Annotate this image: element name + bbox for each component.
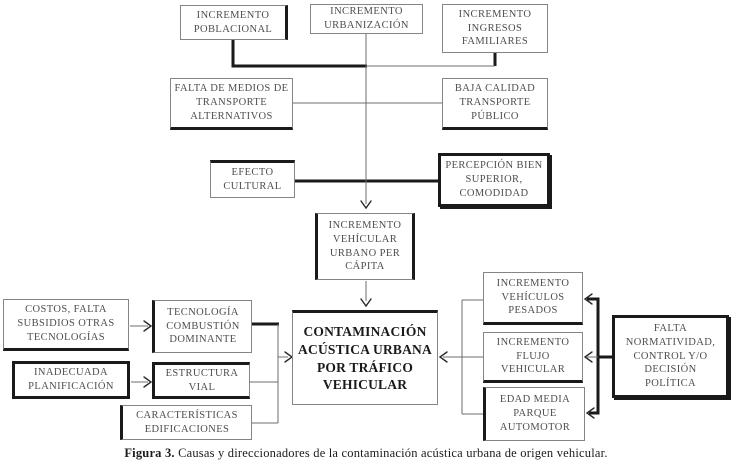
node-incremento-vehiculos-pesados: INCREMENTO VEHÍCULOS PESADOS: [483, 272, 583, 325]
node-edad-media-parque: EDAD MEDIA PARQUE AUTOMOTOR: [483, 387, 585, 441]
node-tecnologia-combustion: TECNOLOGÍA COMBUSTIÓN DOMINANTE: [152, 300, 252, 353]
node-inadecuada-planificacion: INADECUADA PLANIFICACIÓN: [12, 361, 130, 399]
node-contaminacion-acustica: CONTAMINACIÓN ACÚSTICA URBANA POR TRÁFICO VEHICULAR: [292, 310, 438, 405]
node-falta-normatividad: FALTA NORMATIVIDAD, CONTROL Y/O DECISIÓN POLÍTICA: [612, 315, 729, 398]
node-incremento-ingresos-familiares: INCREMENTO INGRESOS FAMILIARES: [442, 4, 548, 53]
node-incremento-flujo-vehicular: INCREMENTO FLUJO VEHICULAR: [483, 332, 583, 383]
node-costos-falta-subsidios: COSTOS, FALTA SUBSIDIOS OTRAS TECNOLOGÍAS: [3, 299, 129, 351]
figure-caption-text: Causas y direccionadores de la contaminación acústica urbana de origen vehicular.: [174, 446, 608, 460]
node-incremento-urbanizacion: INCREMENTO URBANIZACIÓN: [310, 4, 423, 34]
node-estructura-vial: ESTRUCTURA VIAL: [152, 362, 250, 399]
node-falta-medios-transporte: FALTA DE MEDIOS DE TRANSPORTE ALTERNATIVOS: [170, 78, 293, 130]
figure-caption: [0, 446, 732, 461]
node-incremento-vehicular-per-capita: INCREMENTO VEHÍCULAR URBANO PER CÁPITA: [315, 213, 415, 280]
node-percepcion-bien-superior: PERCEPCIÓN BIEN SUPERIOR, COMODIDAD: [438, 153, 550, 207]
node-caracteristicas-edificaciones: CARACTERÍSTICAS EDIFICACIONES: [120, 405, 252, 440]
node-incremento-poblacional: INCREMENTO POBLACIONAL: [180, 5, 288, 40]
node-baja-calidad-transporte: BAJA CALIDAD TRANSPORTE PÚBLICO: [442, 78, 548, 130]
figure-caption-label: Figura 3.: [124, 446, 175, 460]
node-efecto-cultural: EFECTO CULTURAL: [210, 160, 295, 198]
